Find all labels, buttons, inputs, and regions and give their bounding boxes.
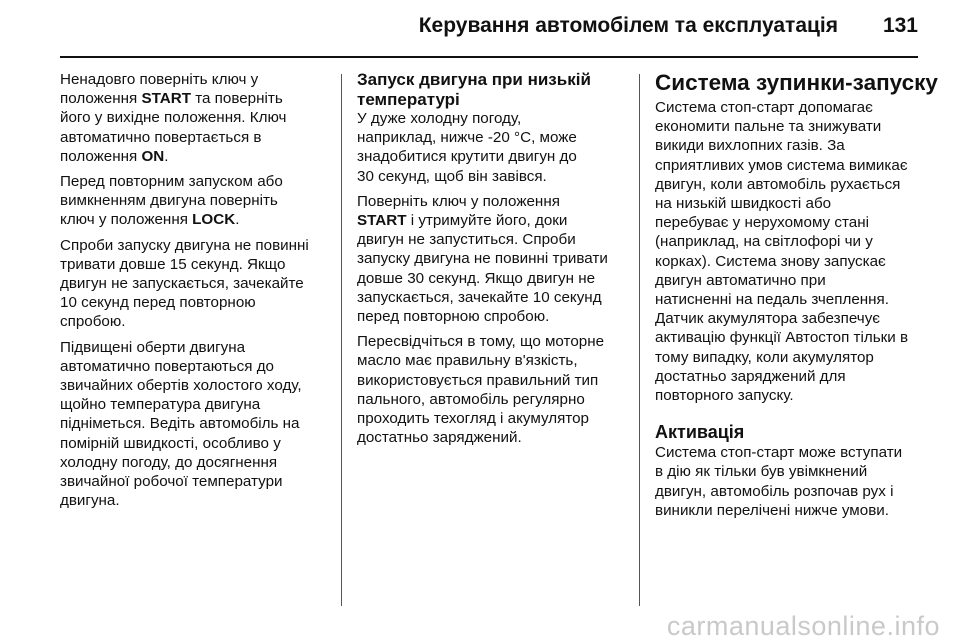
text-line: спробою. [60,313,126,331]
paragraph [357,192,632,326]
key-position-lock: LOCK [192,211,236,229]
text-line: Ненадовго поверніть ключ у [60,71,259,88]
text-line: двигун не запуститься. Спроби [357,231,576,249]
text-line: запуску двигуна не повинні тривати [357,250,608,268]
text-line: Система стоп-старт допомагає [655,99,873,116]
text-line: Система стоп-старт може вступати [655,444,903,462]
page-header [0,0,960,56]
column-3 [655,69,938,526]
text-line: Спроби запуску двигуна не повинні [60,236,309,254]
text: і утримуйте його, доки [406,212,568,230]
text-line: запускається, зачекайте 10 секунд [357,288,602,306]
text: та поверніть [190,90,283,108]
key-position-start: START [141,90,191,108]
paragraph [357,109,632,186]
text-line: корках). Система знову запускає [655,252,886,270]
text-line: двигун, автомобіль розпочав рух і [655,482,894,500]
paragraph [357,332,632,447]
paragraph [60,236,335,332]
subsection-heading: Активація [655,422,745,443]
text-line: довше 30 секунд. Якщо двигун не [357,269,596,287]
text-line: в дію як тільки був увімкнений [655,463,868,481]
text-line: звичайної робочої температури [60,473,283,491]
text-line [357,212,567,229]
text-line: натисненні на педаль зчеплення. [655,291,889,309]
text-line: Пересвідчіться в тому, що моторне [357,333,605,351]
text-line: автоматично повертаються до [60,357,275,375]
text-line: автоматично повертається в [60,128,262,146]
paragraph [655,443,935,520]
text-line: тому випадку, коли акумулятор [655,348,874,366]
text-line: використовується правильний тип [357,371,599,389]
text-line: вимкненням двигуна поверніть [60,192,278,210]
heading-line: температурі [357,89,460,109]
text-line: Підвищені оберти двигуна [60,338,246,356]
paragraph [655,98,935,405]
text: ключ у положення [60,211,193,229]
text-line: щойно температура двигуна [60,396,261,414]
text-line: наприклад, нижче -20 °C, може [357,129,577,147]
text-line: перед повторною спробою. [357,308,550,326]
section-heading [357,70,632,109]
paragraph [60,338,335,511]
text-line: виникли перелічені нижче умови. [655,501,889,519]
text-line: перебуває у нерухомому стані [655,214,869,232]
text-line: достатньо заряджений. [357,429,522,447]
section-title: Система зупинки-запуску [655,70,938,95]
text-line: активацію функції Автостоп тільки в [655,329,909,347]
column-2 [357,70,632,453]
text-line: економити пальне та знижувати [655,118,882,136]
text-line: масло має правильну в'язкість, [357,352,578,370]
text-line [60,211,239,228]
column-divider [639,74,640,606]
text-line: (наприклад, на світлофорі чи у [655,233,873,251]
watermark: carmanualsonline.info [666,611,940,641]
key-position-on: ON [141,147,165,165]
key-position-start: START [357,212,407,230]
text-line [60,148,169,165]
text-line: достатньо заряджений для [655,367,846,385]
text-line: двигуна. [60,492,120,510]
heading-line: Запуск двигуна при низькій [357,70,591,89]
text-line: Перед повторним запуском або [60,173,283,191]
text-line: У дуже холодну погоду, [357,110,522,127]
text-line: двигун, коли автомобіль рухається [655,175,901,193]
text-line: викиди вихлопних газів. За [655,137,845,155]
text-line: сприятливих умов система вимикає [655,156,908,174]
text-line: тривати довше 15 секунд. Якщо [60,255,286,273]
text-line: на низькій швидкості або [655,195,832,213]
text: . [164,147,169,165]
text-line: його у вихідне положення. Ключ [60,109,287,127]
text-line: Поверніть ключ у положення [357,192,560,210]
column-divider [341,74,342,606]
text-line: помірній швидкості, особливо у [60,434,281,452]
column-1 [60,70,335,516]
text: . [235,211,240,229]
text-line: пального, автомобіль регулярно [357,390,585,408]
header-rule [60,56,918,58]
page-number: 131 [882,14,918,37]
paragraph [60,70,335,166]
text-line: звичайних обертів холостого ходу, [60,377,302,395]
text-line: Датчик акумулятора забезпечує [655,310,881,328]
paragraph [60,172,335,230]
text-line: знадобитися крутити двигун до [357,148,577,166]
text-line: 30 секунд, щоб він завівся. [357,167,547,185]
text-line: 10 секунд перед повторною [60,294,256,312]
text-line: двигун автоматично при [655,271,826,289]
text-line: повторного запуску. [655,387,794,405]
text-line: двигун не запускається, зачекайте [60,275,304,293]
text-line: підніметься. Ведіть автомобіль на [60,415,300,433]
text-line [60,90,283,107]
text: положення [60,90,142,108]
page-header-title: Керування автомобілем та експлуатація [418,14,838,37]
text: положення [60,147,142,165]
text-line: холодну погоду, до досягнення [60,453,278,471]
text-line: проходить техогляд і акумулятор [357,410,589,428]
